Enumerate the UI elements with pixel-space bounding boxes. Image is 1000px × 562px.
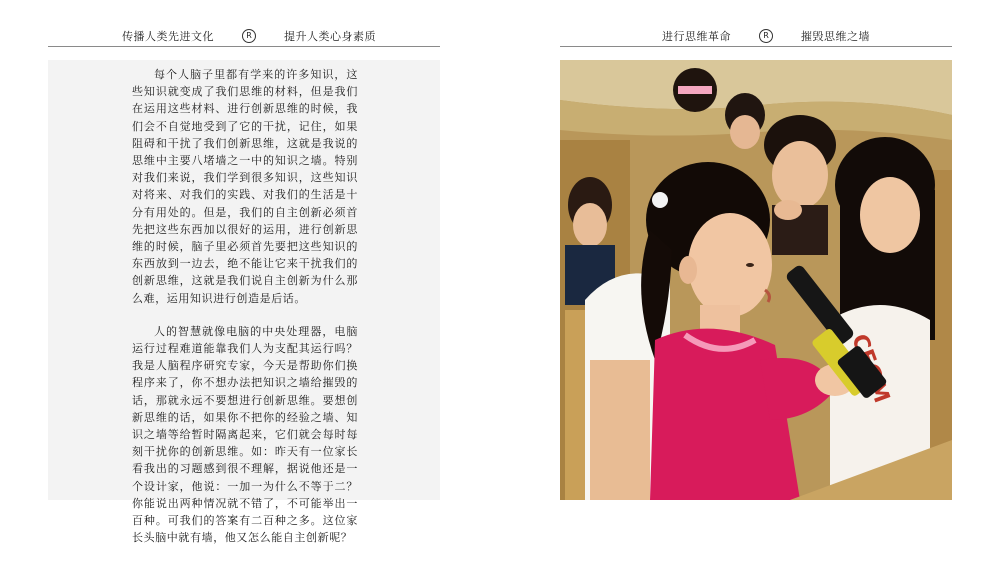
classroom-photo bbox=[560, 60, 952, 500]
body-text bbox=[132, 66, 358, 562]
right-header-text-2: 摧毁思维之墙 bbox=[801, 30, 870, 43]
text-page bbox=[48, 60, 440, 545]
left-running-header bbox=[122, 26, 376, 46]
registered-mark-icon: R bbox=[242, 29, 256, 43]
right-running-header bbox=[662, 26, 870, 46]
right-header-text-1: 进行思维革命 bbox=[662, 30, 731, 43]
registered-mark-icon: R bbox=[759, 29, 773, 43]
left-header-text-2: 提升人类心身素质 bbox=[284, 30, 376, 43]
right-header-rule bbox=[560, 46, 952, 47]
paragraph-1: 每个人脑子里都有学来的许多知识，这些知识就变成了我们思维的材料，但是我们在运用这些材料、进行创新思维的时候，我们会不自觉地受到了它的干扰，记住，如果阻碍和干扰了我们创新思维，这就是我说的思维中主要八堵墙之一中的知识之墙。特别对我们来说，我们学到很多知识，这些知识对将来、对我们的实践、对我们的生活是十分有用处的。但是，我们的自主创新必须首先把这些东西加以很好的运用，进行创新思维的时候，脑子里必须首先要把这些知识的东西放到一边去，绝不能让它来干扰我们的创新思维，这就是我们说自主创新为什么那么难，运用知识进行创造是后话。 bbox=[132, 68, 358, 305]
photo-illustration bbox=[560, 60, 952, 500]
left-header-rule bbox=[48, 46, 440, 47]
left-header-text-1: 传播人类先进文化 bbox=[122, 30, 214, 43]
paragraph-2: 人的智慧就像电脑的中央处理器，电脑运行过程难道能靠我们人为支配其运行吗？我是人脑程序研究专家，今天是帮助你们换程序来了，你不想办法把知识之墙给摧毁的话，那就永远不要想进行创新思维。要想创新思维的话，如果你不把你的经验之墙、知识之墙等给暂时隔离起来，它们就会每时每刻干扰你的创新思维。如：昨天有一位家长看我出的习题感到很不理解，据说他还是一个设计家，他说：一加一为什么不等于二？你能说出两种情况就不错了，不可能举出一百种。可我们的答案有二百种之多。这位家长头脑中就有墙，他又怎么能自主创新呢？ bbox=[132, 324, 358, 545]
